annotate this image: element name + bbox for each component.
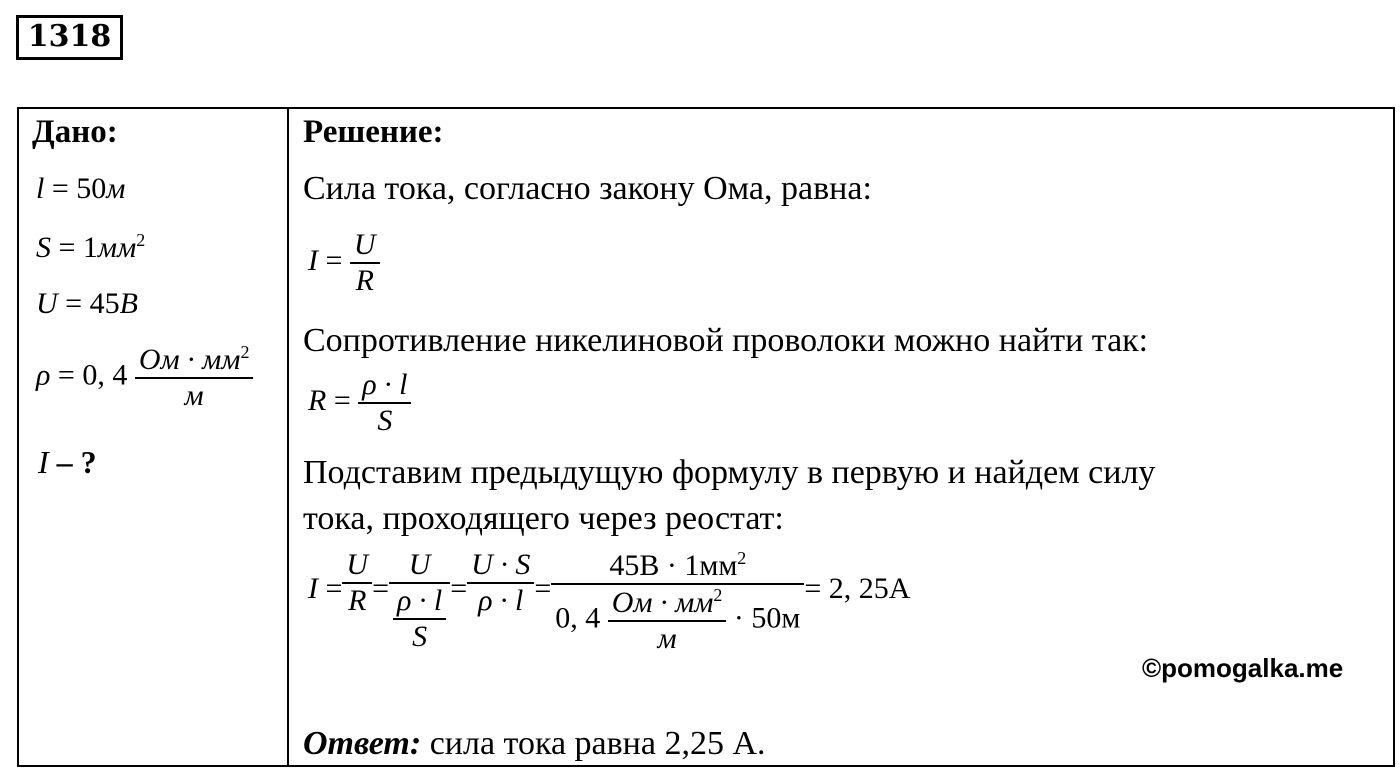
formula-ohm-law: I = $\frac{U}{R}$ bbox=[308, 228, 380, 298]
solution-line-2: Сопротивление никелиновой проволоки можно найти так: bbox=[303, 322, 1149, 359]
problem-number: 1318 bbox=[16, 15, 123, 60]
answer-text: сила тока равна 2,25 А. bbox=[421, 725, 766, 762]
solution-line-3: Подставим предыдущую формулу в первую и найдем силу bbox=[303, 454, 1156, 491]
answer-line bbox=[303, 725, 766, 763]
given-resistivity: ρ = 0, 4 $\frac{Ом \cdot мм^2}{м}$ bbox=[36, 342, 253, 413]
given-heading: Дано: bbox=[32, 114, 118, 150]
formula-resistance: R = $\frac{\rho \cdot l}{S}$ bbox=[308, 368, 411, 438]
answer-label: Ответ: bbox=[303, 725, 422, 762]
formula-current-chain: I = $\frac{U}{R}$ = $\frac{U}{\frac{\rho \cdot l}{S}}$ = $\frac{U \cdot S}{\rho \cdot l}$ = $45B \cdot 1мм^2$ 0, 4 $\frac{Ом \cdot мм^2}{м}$ · 50м = 2, 25A bbox=[308, 548, 911, 655]
column-divider bbox=[287, 107, 289, 767]
solution-line-1: Сила тока, согласно закону Ома, равна: bbox=[303, 170, 872, 207]
watermark: ©pomogalka.me bbox=[1142, 653, 1344, 683]
given-length: l = 50м bbox=[36, 172, 126, 205]
solution-heading: Решение: bbox=[303, 114, 444, 150]
given-area: $S = 1мм^2$ bbox=[36, 230, 146, 264]
given-voltage: U = 45B bbox=[36, 287, 138, 320]
given-unknown: I – ? bbox=[38, 444, 97, 480]
solution-line-4: тока, проходящего через реостат: bbox=[303, 500, 784, 537]
